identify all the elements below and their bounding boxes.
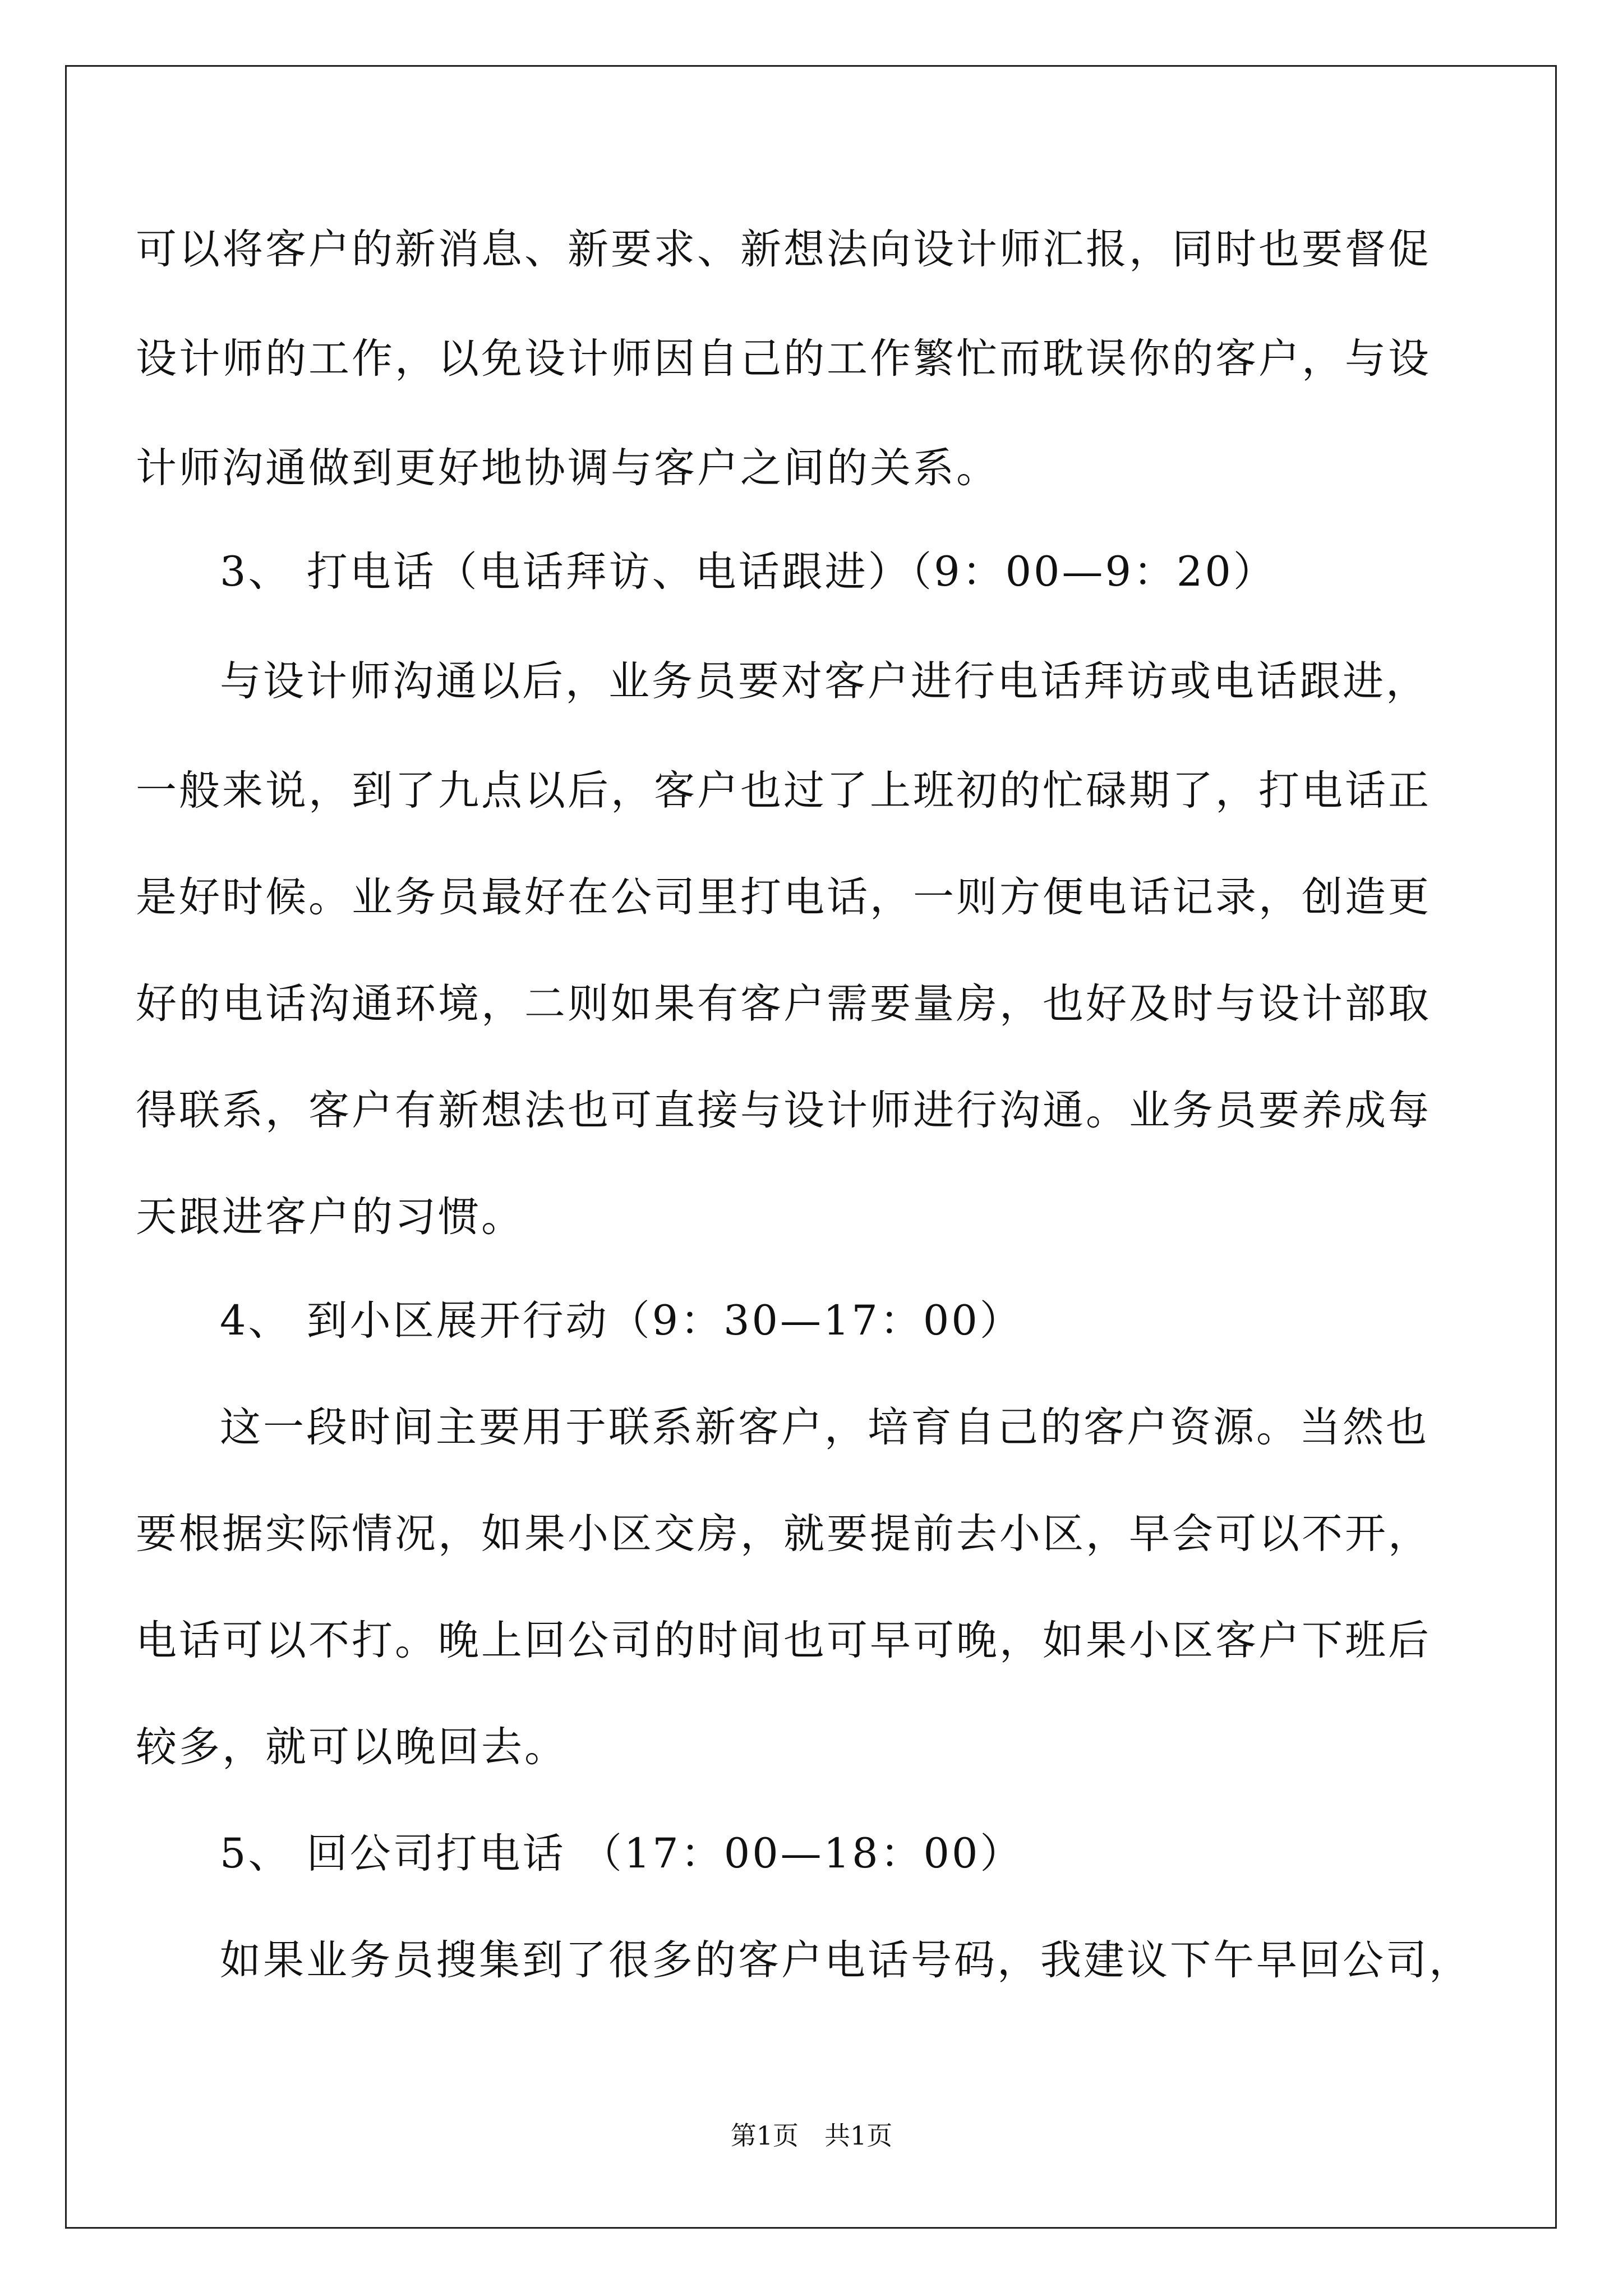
paragraph-line: 计师沟通做到更好地协调与客户之间的关系。 [136, 444, 999, 492]
paragraph-line: 是好时候。业务员最好在公司里打电话，一则方便电话记录，创造更 [136, 873, 1431, 921]
section-heading: 4、 到小区展开行动（9：30—17：00） [220, 1297, 1023, 1345]
paragraph-line: 一般来说，到了九点以后，客户也过了上班初的忙碌期了，打电话正 [136, 767, 1431, 815]
paragraph-line: 要根据实际情况，如果小区交房，就要提前去小区，早会可以不开， [136, 1510, 1431, 1558]
paragraph-line: 天跟进客户的习惯。 [136, 1193, 524, 1241]
paragraph-line: 较多，就可以晚回去。 [136, 1723, 568, 1771]
paragraph-line: 与设计师沟通以后，业务员要对客户进行电话拜访或电话跟进， [220, 657, 1429, 705]
page-total: 共1页 [824, 2120, 893, 2151]
paragraph-line: 得联系，客户有新想法也可直接与设计师进行沟通。业务员要养成每 [136, 1087, 1431, 1134]
paragraph-line: 如果业务员搜集到了很多的客户电话号码，我建议下午早回公司， [220, 1936, 1472, 1984]
page-footer [0, 2119, 1623, 2152]
paragraph-line: 设计师的工作，以免设计师因自己的工作繁忙而耽误你的客户，与设 [136, 335, 1431, 383]
section-heading: 3、 打电话（电话拜访、电话跟进）（9：00—9：20） [220, 548, 1276, 596]
section-heading: 5、 回公司打电话 （17：00—18：00） [220, 1830, 1023, 1878]
paragraph-line: 电话可以不打。晚上回公司的时间也可早可晚，如果小区客户下班后 [136, 1617, 1431, 1664]
paragraph-line: 可以将客户的新消息、新要求、新想法向设计师汇报，同时也要督促 [136, 226, 1431, 273]
paragraph-line: 好的电话沟通环境，二则如果有客户需要量房，也好及时与设计部取 [136, 980, 1431, 1028]
page-number: 第1页 [730, 2120, 799, 2151]
paragraph-line: 这一段时间主要用于联系新客户，培育自己的客户资源。当然也 [220, 1404, 1429, 1451]
